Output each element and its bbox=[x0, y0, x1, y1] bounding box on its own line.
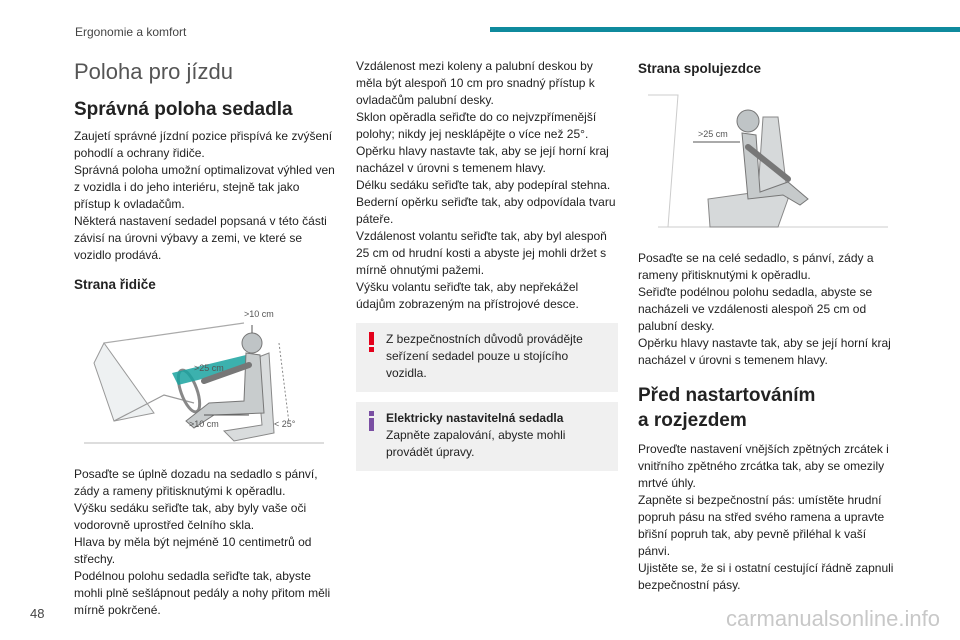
seat-position-heading: Správná poloha sedadla bbox=[74, 99, 293, 120]
driver-paragraph: Výšku sedáku seřiďte tak, aby byly vaše oči vodorovně uprostřed čelního skla. bbox=[74, 501, 307, 532]
intro-paragraph: Správná poloha umožní optimalizovat výhled ven z vozidla i do jeho interiéru, stejně tak jako přístup k ovladačům. bbox=[74, 163, 335, 211]
column-left bbox=[74, 58, 336, 619]
before-start-heading-line2: a rozjezdem bbox=[638, 410, 747, 431]
before-start-heading bbox=[638, 383, 900, 433]
warning-text: Z bezpečnostních důvodů provádějte seřízení sedadel pouze u stojícího vozidla. bbox=[386, 332, 583, 380]
driver-paragraph: Hlava by měla být nejméně 10 centimetrů od střechy. bbox=[74, 535, 312, 566]
start-paragraph: Ujistěte se, že si i ostatní cestující řádně zapnuli bezpečnostní pásy. bbox=[638, 561, 894, 592]
passenger-paragraph: Seřiďte podélnou polohu sedadla, abyste se nacházeli ve vzdálenosti alespoň 25 cm od palubní desky. bbox=[638, 285, 873, 333]
body-paragraph: Výšku volantu seřiďte tak, aby nepřekážel údajům zobrazeným na přístrojové desce. bbox=[356, 280, 579, 311]
column-middle bbox=[356, 58, 618, 479]
start-paragraph: Zapněte si bezpečnostní pás: umístěte hrudní popruh pásu na střed svého ramena a upravte břišní popruh tak, aby pevně přiléhal k vaší pánvi. bbox=[638, 493, 885, 558]
intro-paragraph: Některá nastavení sedadel popsaná v této části závisí na úrovni výbavy a zemi, ve které se vozidlo prodává. bbox=[74, 214, 327, 262]
body-paragraph: Vzdálenost volantu seřiďte tak, aby byl alespoň 25 cm od hrudní kosti a abyste jej mohli držet s mírně ohnutými pažemi. bbox=[356, 229, 607, 277]
body-paragraph: Bederní opěrku seřiďte tak, aby odpovídala tvaru páteře. bbox=[356, 195, 616, 226]
driver-paragraph: Posaďte se úplně dozadu na sedadlo s pánví, zády a rameny přitisknutými k opěradlu. bbox=[74, 467, 318, 498]
figure-label-distance: >25 cm bbox=[698, 129, 728, 139]
passenger-paragraph: Opěrku hlavy nastavte tak, aby se její horní kraj nacházel v úrovni s temenem hlavy. bbox=[638, 336, 891, 367]
info-note bbox=[356, 402, 618, 471]
figure-label-knee: >10 cm bbox=[189, 419, 219, 429]
passenger-side-heading: Strana spolujezdce bbox=[638, 61, 762, 76]
body-paragraph: Sklon opěradla seřiďte do co nejvzpřímenější polohy; nikdy jej nesklápějte o více než 25°. bbox=[356, 110, 597, 141]
column-right bbox=[638, 58, 900, 594]
start-paragraph: Proveďte nastavení vnějších zpětných zrcátek i vnitřního zpětného zrcátka tak, aby se omezily mrtvé úhly. bbox=[638, 442, 889, 490]
intro-paragraph: Zaujetí správné jízdní pozice přispívá ke zvýšení pohodlí a ochrany řidiče. bbox=[74, 129, 333, 160]
info-title: Elektricky nastavitelná sedadla bbox=[386, 411, 564, 425]
body-paragraph: Opěrku hlavy nastavte tak, aby se její horní kraj nacházel v úrovni s temenem hlavy. bbox=[356, 144, 609, 175]
passenger-seat-figure bbox=[638, 87, 900, 242]
header-accent-bar bbox=[490, 27, 960, 32]
warning-exclamation-icon bbox=[364, 331, 380, 353]
body-paragraph: Délku sedáku seřiďte tak, aby podepíral stehna. bbox=[356, 178, 611, 192]
watermark: carmanualsonline.info bbox=[725, 606, 940, 631]
passenger-seat-illustration bbox=[638, 87, 900, 237]
info-icon bbox=[364, 410, 380, 432]
figure-label-head: >10 cm bbox=[244, 309, 274, 319]
driver-side-heading: Strana řidiče bbox=[74, 277, 156, 292]
before-start-heading-line1: Před nastartováním bbox=[638, 385, 816, 406]
passenger-paragraph: Posaďte se na celé sedadlo, s pánví, zády a rameny přitisknutými k opěradlu. bbox=[638, 251, 874, 282]
page-title: Poloha pro jízdu bbox=[74, 59, 233, 84]
warning-note bbox=[356, 323, 618, 392]
figure-label-chest: >25 cm bbox=[194, 363, 224, 373]
body-paragraph: Vzdálenost mezi koleny a palubní deskou by měla být alespoň 10 cm pro snadný přístup k ovladačům palubní desky. bbox=[356, 59, 595, 107]
page-number: 48 bbox=[30, 606, 45, 621]
driver-paragraph: Podélnou polohu sedadla seřiďte tak, abyste mohli plně sešlápnout pedály a nohy přitom měli mírně pokrčené. bbox=[74, 569, 331, 617]
driver-seat-figure bbox=[74, 303, 336, 458]
figure-label-angle: < 25° bbox=[274, 419, 296, 429]
section-header: Ergonomie a komfort bbox=[75, 25, 187, 39]
driver-seat-illustration bbox=[74, 303, 336, 453]
info-text: Zapněte zapalování, abyste mohli provádět úpravy. bbox=[386, 428, 566, 459]
